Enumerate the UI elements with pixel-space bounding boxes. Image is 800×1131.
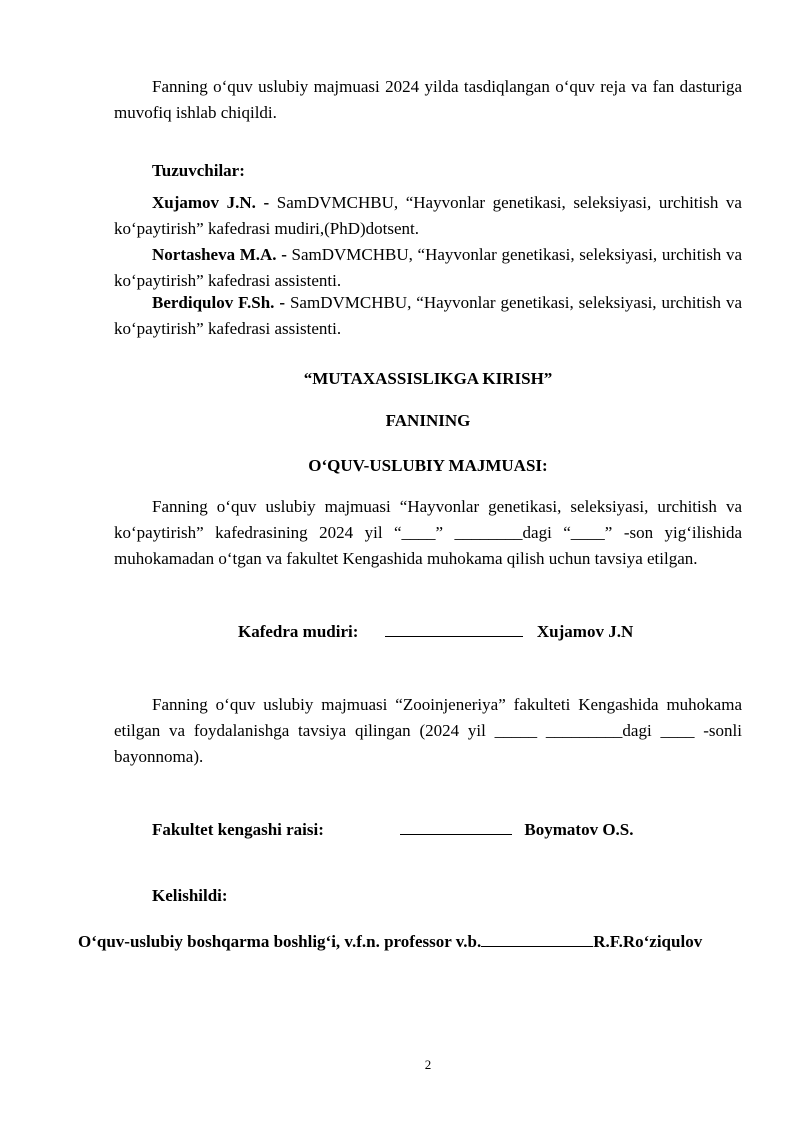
office-head-signature [78, 928, 702, 955]
author-entry-1 [114, 190, 742, 242]
intro-paragraph: Fanning o‘quv uslubiy majmuasi 2024 yilda tasdiqlangan o‘quv reja va fan dasturiga muvofiq ishlab chiqildi. [114, 77, 742, 122]
department-head-signature [238, 618, 633, 645]
authors-heading: Tuzuvchilar: [152, 161, 245, 180]
author-description: SamDVMCHBU, “Hayvonlar genetikasi, seleksiyasi, urchitish va ko‘paytirish” kafedrasi assistenti. [114, 245, 742, 290]
title-subject: “MUTAXASSISLIKGA KIRISH” [303, 369, 553, 388]
author-name: Nortasheva M.A. - [152, 245, 287, 264]
page-number: 2 [424, 1057, 432, 1072]
signature-line [385, 618, 523, 637]
author-description: SamDVMCHBU, “Hayvonlar genetikasi, seleksiyasi, urchitish va ko‘paytirish” kafedrasi assistenti. [114, 293, 742, 338]
author-entry-2 [114, 242, 742, 294]
agreed-label: Kelishildi: [152, 886, 228, 905]
title-faculty: FANINING [385, 411, 471, 430]
author-name: Berdiqulov F.Sh. - [152, 293, 286, 312]
author-name: Xujamov J.N. - [152, 193, 270, 212]
faculty-approval-paragraph: Fanning o‘quv uslubiy majmuasi “Zooinjeneriya” fakulteti Kengashida muhokama etilgan va foydalanishga tavsiya qilingan (2024 yil _____ _________dagi ____ -sonli bayonnoma). [114, 695, 742, 766]
faculty-head-name: Boymatov O.S. [524, 820, 634, 839]
faculty-head-label: Fakultet kengashi raisi: [152, 820, 324, 839]
department-head-name: Xujamov J.N [536, 622, 634, 641]
department-head-label: Kafedra mudiri: [238, 622, 359, 641]
department-approval-paragraph: Fanning o‘quv uslubiy majmuasi “Hayvonlar genetikasi, seleksiyasi, urchitish va ko‘paytirish” kafedrasining 2024 yil “____” ________dagi “____” -son yig‘ilishida muhokamadan o‘tgan va fakultet Kengashida muhokama qilish uchun tavsiya etilgan. [114, 497, 742, 568]
author-description: SamDVMCHBU, “Hayvonlar genetikasi, seleksiyasi, urchitish va ko‘paytirish” kafedrasi mudiri,(PhD)dotsent. [114, 193, 742, 238]
faculty-head-signature [152, 816, 634, 843]
signature-line [481, 928, 593, 947]
signature-line [400, 816, 512, 835]
office-head-label: O‘quv-uslubiy boshqarma boshlig‘i, v.f.n. professor v.b. [78, 932, 482, 951]
author-entry-3 [114, 290, 742, 342]
title-complex: O‘QUV-USLUBIY MAJMUASI: [308, 456, 548, 475]
office-head-name: R.F.Ro‘ziqulov [593, 932, 703, 951]
